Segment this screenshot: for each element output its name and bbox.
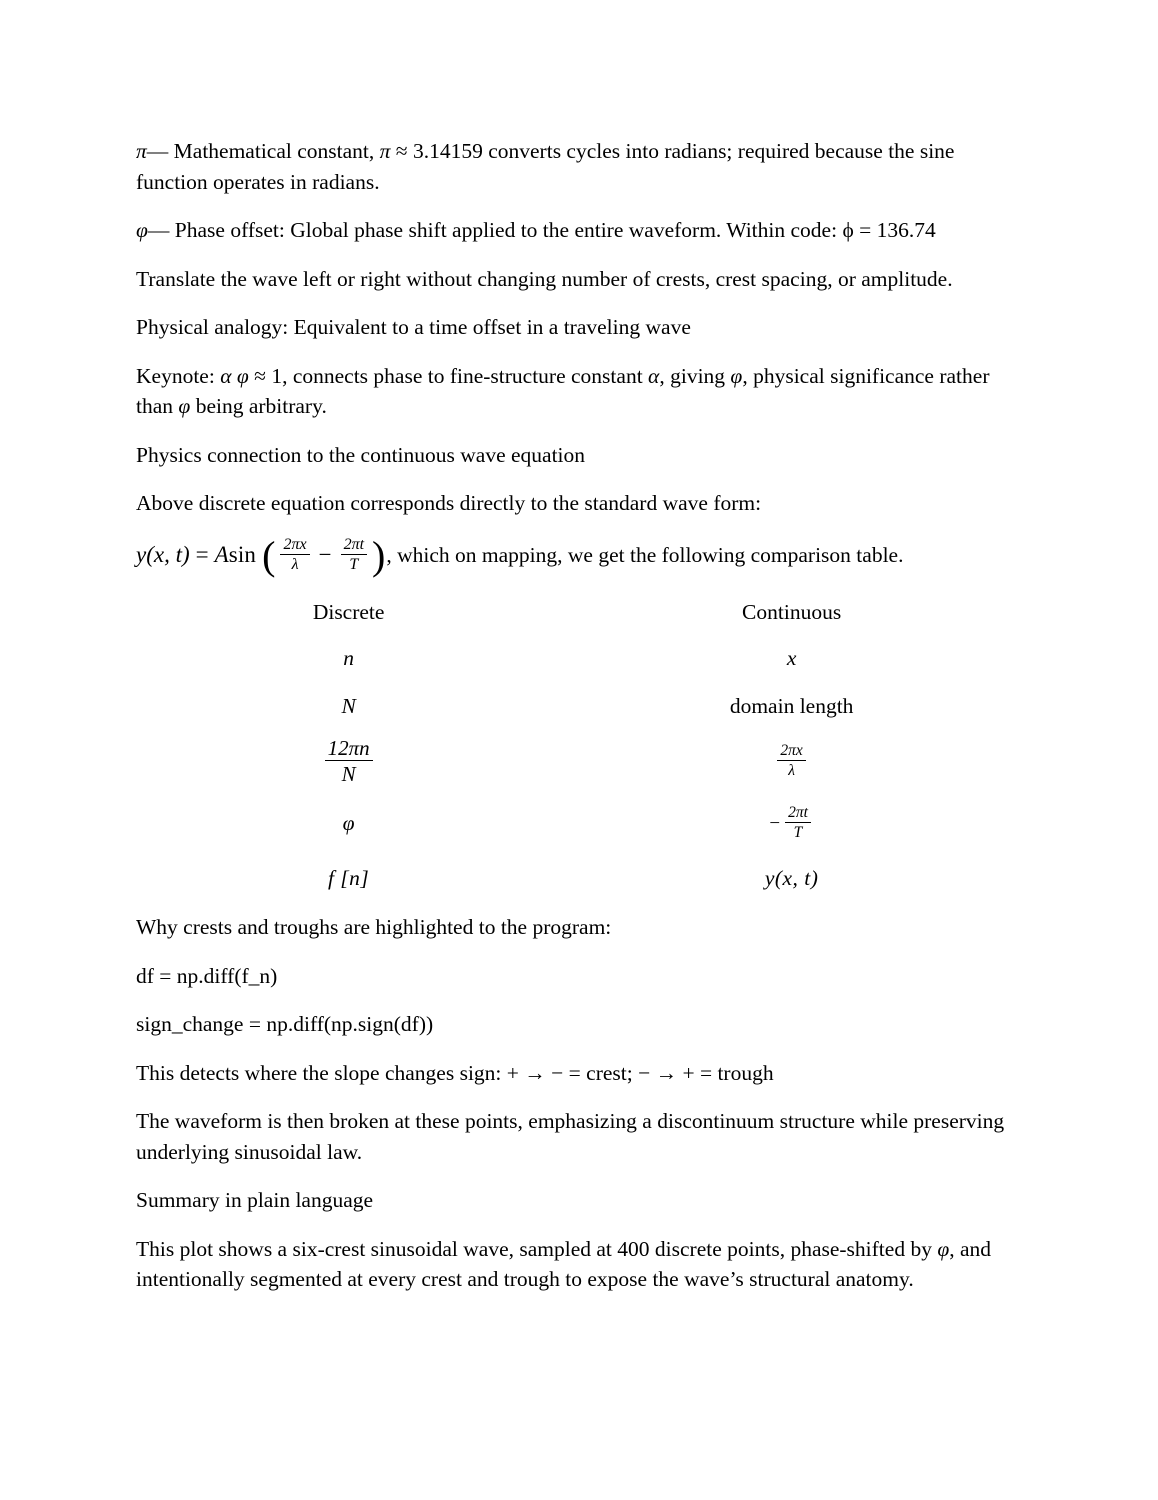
keynote-lead: Keynote:	[136, 363, 221, 388]
fraction-2pit-over-T	[785, 805, 811, 842]
fraction-2pix-over-lambda	[777, 743, 805, 780]
table-row	[136, 854, 1022, 902]
table-row	[136, 730, 1022, 792]
heading-summary: Summary in plain language	[136, 1188, 374, 1213]
code-line-sign-change: sign_change = np.diff(np.sign(df))	[136, 1012, 434, 1037]
paragraph-why-crests: Why crests and troughs are highlighted to the program:	[136, 915, 612, 940]
phi-symbol-keynote-2: φ	[730, 363, 743, 388]
cell-continuous-domain-length: domain length	[729, 693, 854, 718]
phi-code-value: = 136.74	[853, 218, 936, 242]
alpha-symbol: α	[220, 363, 232, 388]
phase-offset-text: — Phase offset: Global phase shift applied to the entire waveform. Within code:	[147, 218, 843, 242]
paragraph-phase-offset	[136, 215, 1022, 246]
document-body	[136, 136, 1022, 1313]
equation-sin: sin	[228, 542, 257, 568]
equation-term-2-denominator: T	[341, 554, 367, 574]
equation-term-1-denominator: λ	[280, 554, 309, 574]
cell-discrete-phase-term	[136, 730, 561, 792]
cell-continuous-x: x	[786, 645, 797, 670]
equation-term-1-numerator: 2πx	[283, 535, 307, 553]
cell-continuous-temporal-term	[561, 792, 1022, 854]
paragraph-slope-sign-detection: This detects where the slope changes sign: + → − = crest; − → + = trough	[136, 1060, 774, 1085]
equation-term-2-numerator: 2πt	[343, 535, 365, 553]
alpha-symbol-2: α	[648, 363, 660, 388]
pi-symbol-inline: π	[379, 139, 391, 163]
column-header-discrete: Discrete	[312, 599, 385, 624]
equation-operator: −	[318, 542, 332, 568]
fraction-numerator: 2πx	[780, 741, 803, 759]
code-line-df: df = np.diff(f_n)	[136, 963, 278, 988]
summary-text-a: This plot shows a six-crest sinusoidal wave, sampled at 400 discrete points, phase-shifted by	[136, 1236, 938, 1261]
equation-amplitude: A	[214, 542, 229, 568]
cell-continuous-spatial-term	[561, 730, 1022, 792]
table-row	[136, 792, 1022, 854]
cell-discrete-function: f [n]	[327, 865, 370, 890]
fraction-denominator: λ	[777, 760, 805, 779]
equation-term-1	[280, 537, 309, 575]
column-header-continuous: Continuous	[742, 599, 842, 624]
cell-discrete-n: n	[343, 645, 354, 670]
equation-term-2	[341, 537, 367, 575]
pi-rest-text: ≈ 3.14159 converts cycles into radians; required because the sine function operates in radians.	[136, 139, 955, 194]
pi-symbol: π	[136, 139, 147, 163]
equation-paren-right: )	[372, 533, 386, 579]
pi-dash-text: — Mathematical constant,	[146, 139, 380, 163]
table-row	[136, 634, 1022, 682]
paragraph-waveform-broken: The waveform is then broken at these points, emphasizing a discontinuum structure while preserving underlying sinusoidal law.	[136, 1109, 1005, 1164]
paragraph-translate: Translate the wave left or right without changing number of crests, crest spacing, or amplitude.	[136, 266, 953, 291]
phi-symbol: φ	[136, 218, 148, 242]
paragraph-above-discrete: Above discrete equation corresponds directly to the standard wave form:	[136, 491, 762, 515]
equation-equals: =	[195, 542, 209, 568]
paragraph-physical-analogy: Physical analogy: Equivalent to a time offset in a traveling wave	[136, 315, 691, 339]
signed-fraction-2pit-over-T	[769, 805, 814, 842]
wave-equation-line	[136, 533, 1022, 579]
paragraph-keynote	[136, 361, 1022, 422]
paragraph-pi-definition	[136, 136, 1022, 197]
equation-lhs: y(x, t)	[136, 542, 190, 568]
keynote-approx-text: ≈ 1, connects phase to fine-structure constant	[248, 363, 649, 388]
summary-text-b: , and intentionally segmented at every crest and trough to expose the wave’s structural anatomy.	[136, 1236, 992, 1292]
discrete-continuous-comparison-table	[136, 590, 1022, 902]
paragraph-physics-connection: Physics connection to the continuous wave equation	[136, 442, 586, 467]
fraction-denominator: T	[785, 822, 811, 841]
fraction-numerator: 12πn	[327, 736, 370, 761]
table-row	[136, 682, 1022, 730]
cell-discrete-phi: φ	[342, 810, 355, 835]
keynote-giving-text: , giving	[659, 363, 731, 388]
keynote-end-text: being arbitrary.	[190, 394, 327, 418]
phi-code-symbol: ϕ	[842, 218, 854, 242]
keynote-tail-text: , physical significance rather than	[136, 363, 990, 418]
wave-equation	[136, 533, 386, 579]
paragraph-summary	[136, 1234, 1022, 1295]
cell-continuous-function: y(x, t)	[764, 865, 819, 890]
phi-symbol-keynote-3: φ	[178, 394, 191, 418]
equation-paren-left: (	[262, 533, 276, 579]
fraction-numerator: 2πt	[788, 803, 808, 821]
table-header-row	[136, 590, 1022, 634]
fraction-12pin-over-N	[325, 737, 373, 785]
minus-sign: −	[769, 813, 781, 835]
cell-discrete-N: N	[341, 693, 356, 718]
phi-symbol-summary: φ	[937, 1236, 950, 1261]
fraction-denominator: N	[325, 760, 373, 785]
phi-symbol-keynote: φ	[236, 363, 249, 388]
equation-tail-text: , which on mapping, we get the following comparison table.	[386, 543, 904, 568]
